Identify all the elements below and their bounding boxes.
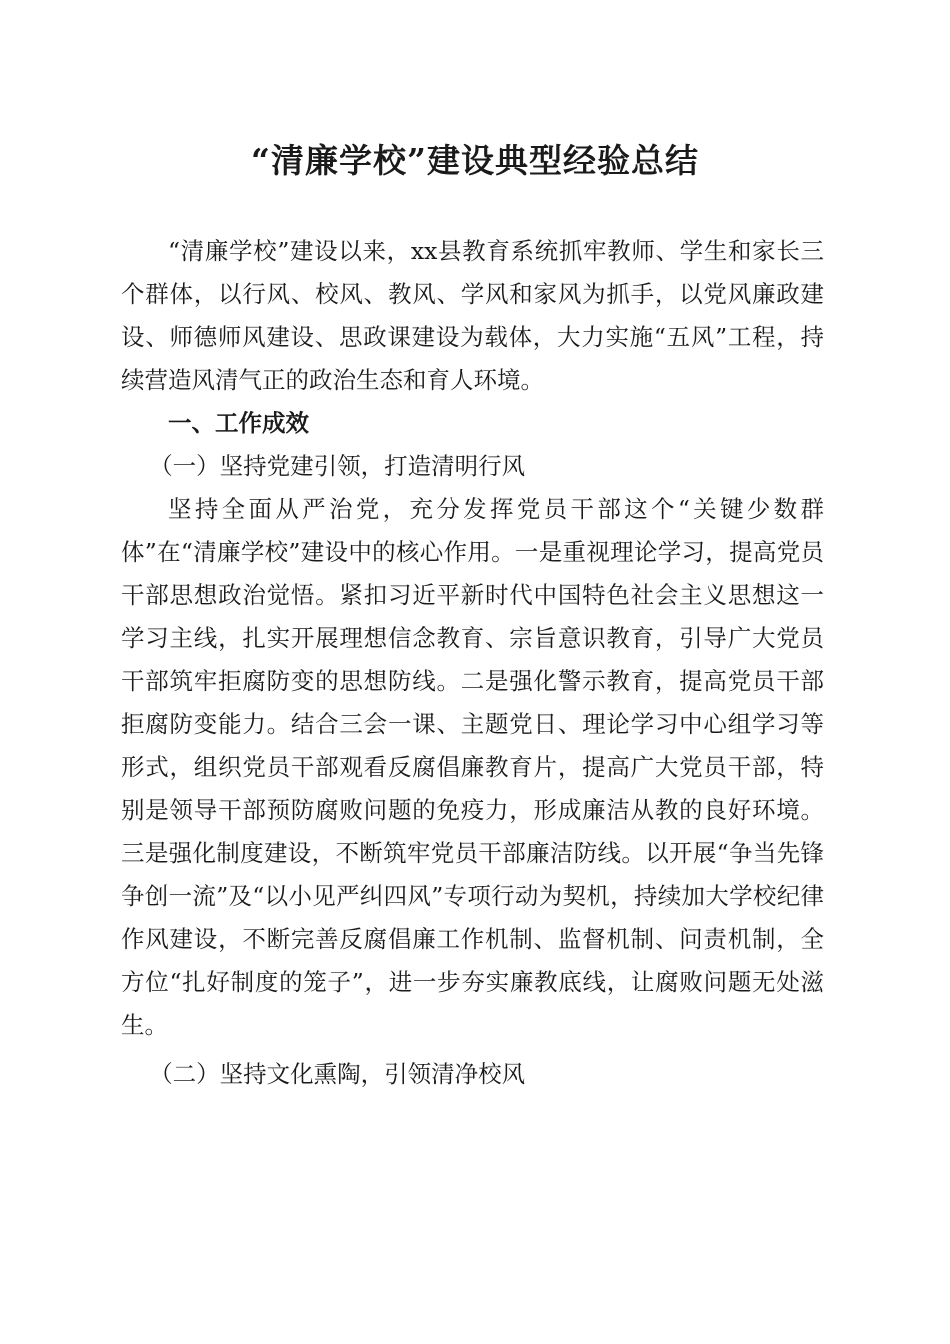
section-heading-1: 一、工作成效: [168, 409, 309, 437]
subsection-paragraph-1: 坚持全面从严治党，充分发挥党员干部这个“关键少数群体”在“清廉学校”建设中的核心作用。一是重视理论学习，提高党员干部思想政治觉悟。紧扣习近平新时代中国特色社会主义思想这一学习主线，扎实开展理想信念教育、宗旨意识教育，引导广大党员干部筑牢拒腐防变的思想防线。二是强化警示教育，提高党员干部拒腐防变能力。结合三会一课、主题党日、理论学习中心组学习等形式，组织党员干部观看反腐倡廉教育片，提高广大党员干部，特别是领导干部预防腐败问题的免疫力，形成廉洁从教的良好环境。三是强化制度建设，不断筑牢党员干部廉洁防线。以开展“争当先锋争创一流”及“以小见严纠四风”专项行动为契机，持续加大学校纪律作风建设，不断完善反腐倡廉工作机制、监督机制、问责机制，全方位“扎好制度的笼子”，进一步夯实廉教底线，让腐败问题无处滋生。: [121, 495, 824, 1039]
subsection-heading-1: （一）坚持党建引领，打造清明行风: [149, 452, 526, 480]
document-body: [121, 230, 824, 1096]
document-title: “清廉学校”建设典型经验总结: [251, 141, 699, 180]
subsection-heading-2: （二）坚持文化熏陶，引领清净校风: [149, 1060, 526, 1088]
intro-paragraph: “清廉学校”建设以来，xx县教育系统抓牢教师、学生和家长三个群体，以行风、校风、教风、学风和家风为抓手，以党风廉政建设、师德师风建设、思政课建设为载体，大力实施“五风”工程，持续营造风清气正的政治生态和育人环境。: [121, 237, 824, 394]
